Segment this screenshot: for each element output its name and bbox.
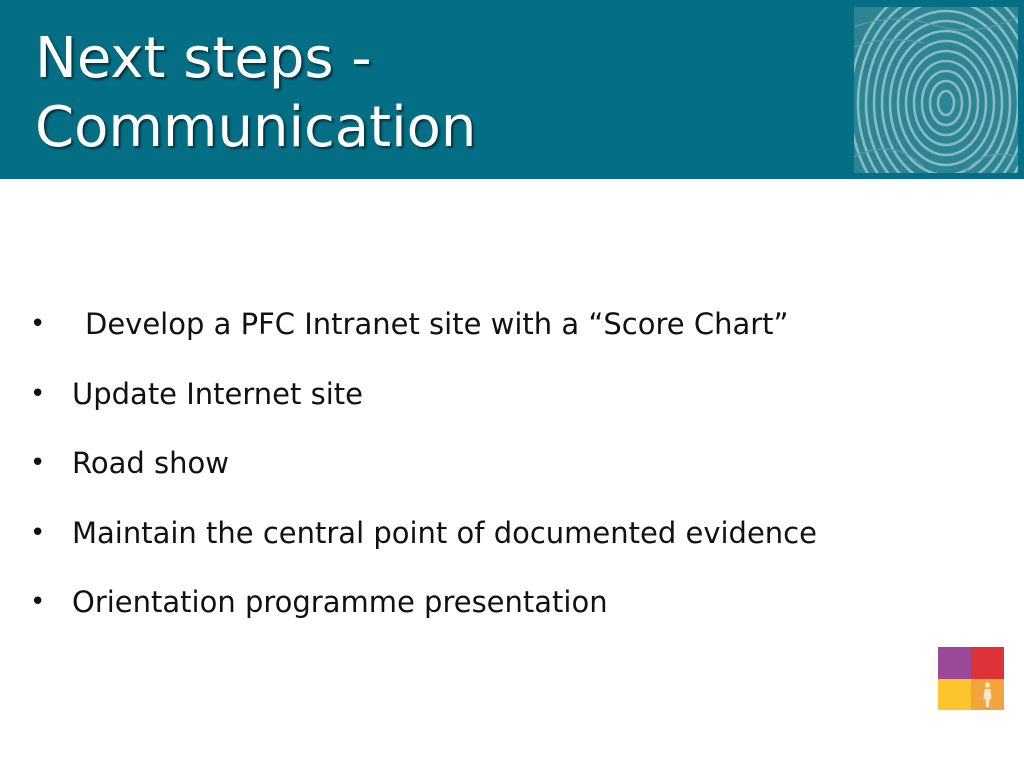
bullet-icon: • <box>30 309 46 339</box>
slide-title <box>35 24 476 162</box>
title-banner <box>0 0 1024 179</box>
logo-purple-square <box>938 647 971 679</box>
bullet-text: Orientation programme presentation <box>72 585 608 619</box>
logo-yellow-square <box>938 679 971 711</box>
person-logo-icon <box>938 647 1004 710</box>
bullet-text: Update Internet site <box>72 376 363 411</box>
bullet-icon: • <box>30 378 46 409</box>
bullet-icon: • <box>30 587 46 617</box>
bullet-icon: • <box>30 448 46 478</box>
bullet-icon: • <box>30 517 46 548</box>
person-icon <box>971 679 1004 711</box>
title-line-2: Communication <box>35 95 477 160</box>
fingerprint-icon <box>854 7 1018 173</box>
bullet-text: Road show <box>72 446 229 480</box>
logo-red-square <box>971 647 1004 679</box>
title-line-1: Next steps - <box>35 26 372 91</box>
bullet-text: Maintain the central point of documented evidence <box>72 515 817 550</box>
bullet-text: Develop a PFC Intranet site with a “Score Chart” <box>85 307 789 341</box>
